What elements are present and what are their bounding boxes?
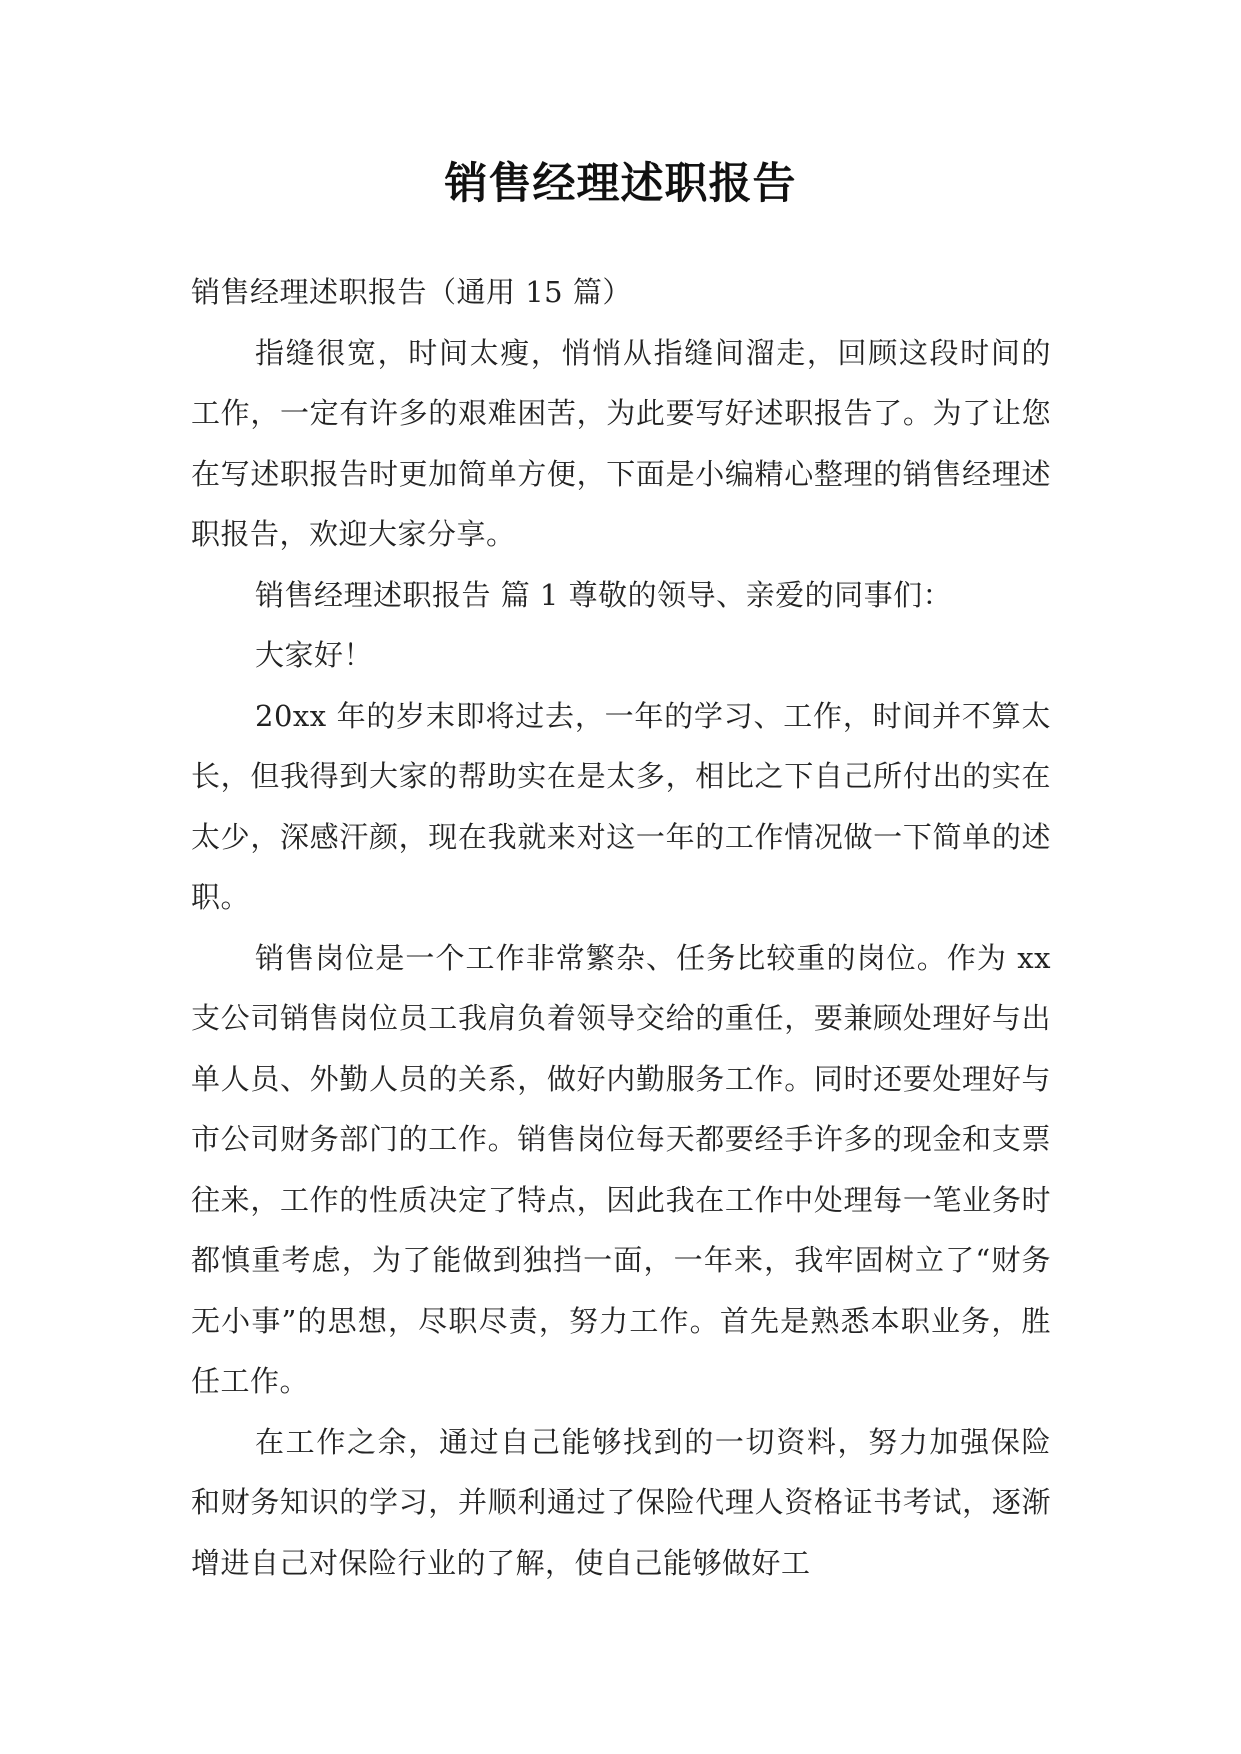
paragraph-intro: 指缝很宽，时间太瘦，悄悄从指缝间溜走，回顾这段时间的工作，一定有许多的艰难困苦，为此要写好述职报告了。为了让您在写述职报告时更加简单方便，下面是小编精心整理的销售经理述职报告，欢迎大家分享。: [191, 335, 1051, 551]
paragraph-year-review: 20xx 年的岁末即将过去，一年的学习、工作，时间并不算太长，但我得到大家的帮助实在是太多，相比之下自己所付出的实在太少，深感汗颜，现在我就来对这一年的工作情况做一下简单的述职。: [191, 698, 1051, 914]
paragraph-study: 在工作之余，通过自己能够找到的一切资料，努力加强保险和财务知识的学习，并顺利通过了保险代理人资格证书考试，逐渐增进自己对保险行业的了解，使自己能够做好工: [191, 1424, 1051, 1580]
paragraph-greeting: 大家好！: [255, 638, 374, 672]
subtitle-line: 销售经理述职报告（通用 15 篇）: [191, 275, 632, 309]
paragraph-sales-role: 销售岗位是一个工作非常繁杂、任务比较重的岗位。作为 xx 支公司销售岗位员工我肩负着领导交给的重任，要兼顾处理好与出单人员、外勤人员的关系，做好内勤服务工作。同时还要处理好与市公司财务部门的工作。销售岗位每天都要经手许多的现金和支票往来，工作的性质决定了特点，因此我在工作中处理每一笔业务时都慎重考虑，为了能做到独挡一面，一年来，我牢固树立了“财务无小事”的思想，尽职尽责，努力工作。首先是熟悉本职业务，胜任工作。: [191, 940, 1051, 1398]
document-title: 销售经理述职报告: [444, 159, 797, 209]
document-body: [191, 262, 1051, 1593]
paragraph-salutation: 销售经理述职报告 篇 1 尊敬的领导、亲爱的同事们：: [255, 577, 953, 612]
